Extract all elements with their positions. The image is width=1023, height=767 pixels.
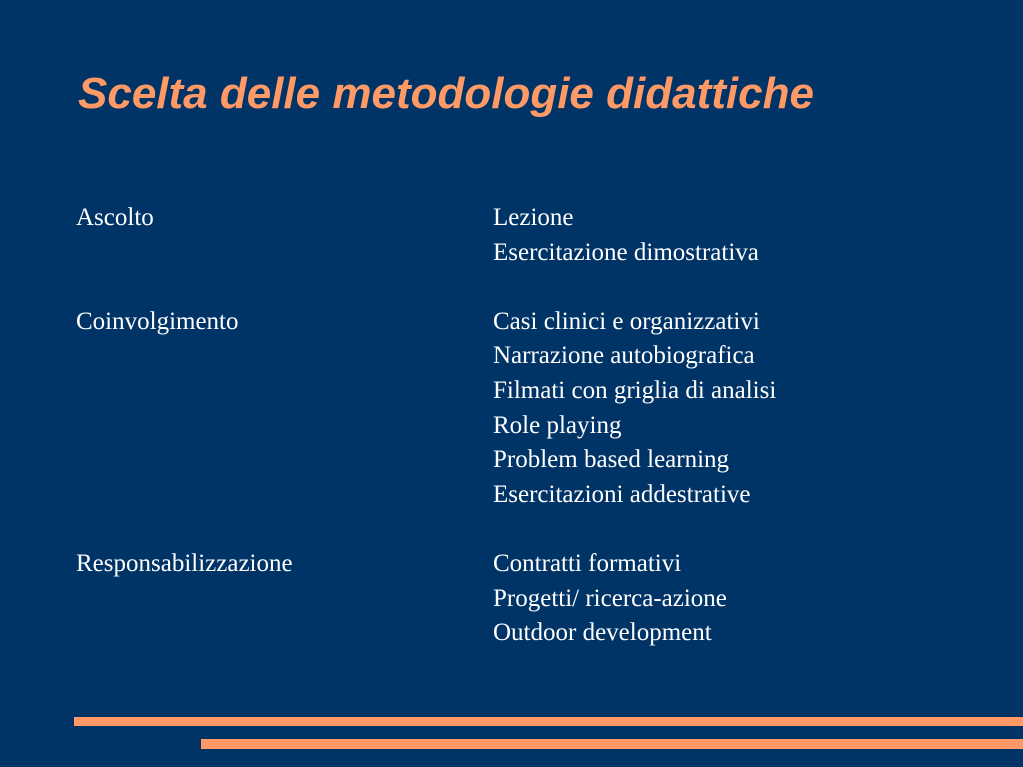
method-list [493, 305, 776, 513]
method-item: Progetti/ ricerca-azione [493, 584, 727, 612]
methodology-row [76, 201, 976, 270]
methodology-row [76, 305, 976, 513]
method-item: Lezione [493, 204, 574, 231]
method-item: Casi clinici e organizzativi [493, 307, 760, 335]
category-label: Coinvolgimento [76, 307, 239, 335]
method-item: Filmati con griglia di analisi [493, 376, 777, 404]
decorative-bar-top [74, 717, 1023, 726]
method-list [493, 547, 727, 651]
method-item: Problem based learning [493, 446, 730, 474]
method-item: Narrazione autobiografica [493, 342, 755, 370]
decorative-bar-bottom [201, 739, 1023, 749]
method-item: Role playing [493, 411, 622, 439]
method-item: Outdoor development [493, 619, 712, 647]
method-item: Esercitazione dimostrativa [493, 238, 759, 266]
methodology-row [76, 547, 976, 651]
method-item: Esercitazioni addestrative [493, 480, 751, 508]
category-label: Responsabilizzazione [76, 549, 293, 577]
method-item: Contratti formativi [493, 549, 682, 577]
method-list [493, 201, 759, 270]
methodology-table [76, 201, 976, 651]
slide-title: Scelta delle metodologie didattiche [78, 69, 814, 118]
category-label: Ascolto [76, 204, 154, 231]
